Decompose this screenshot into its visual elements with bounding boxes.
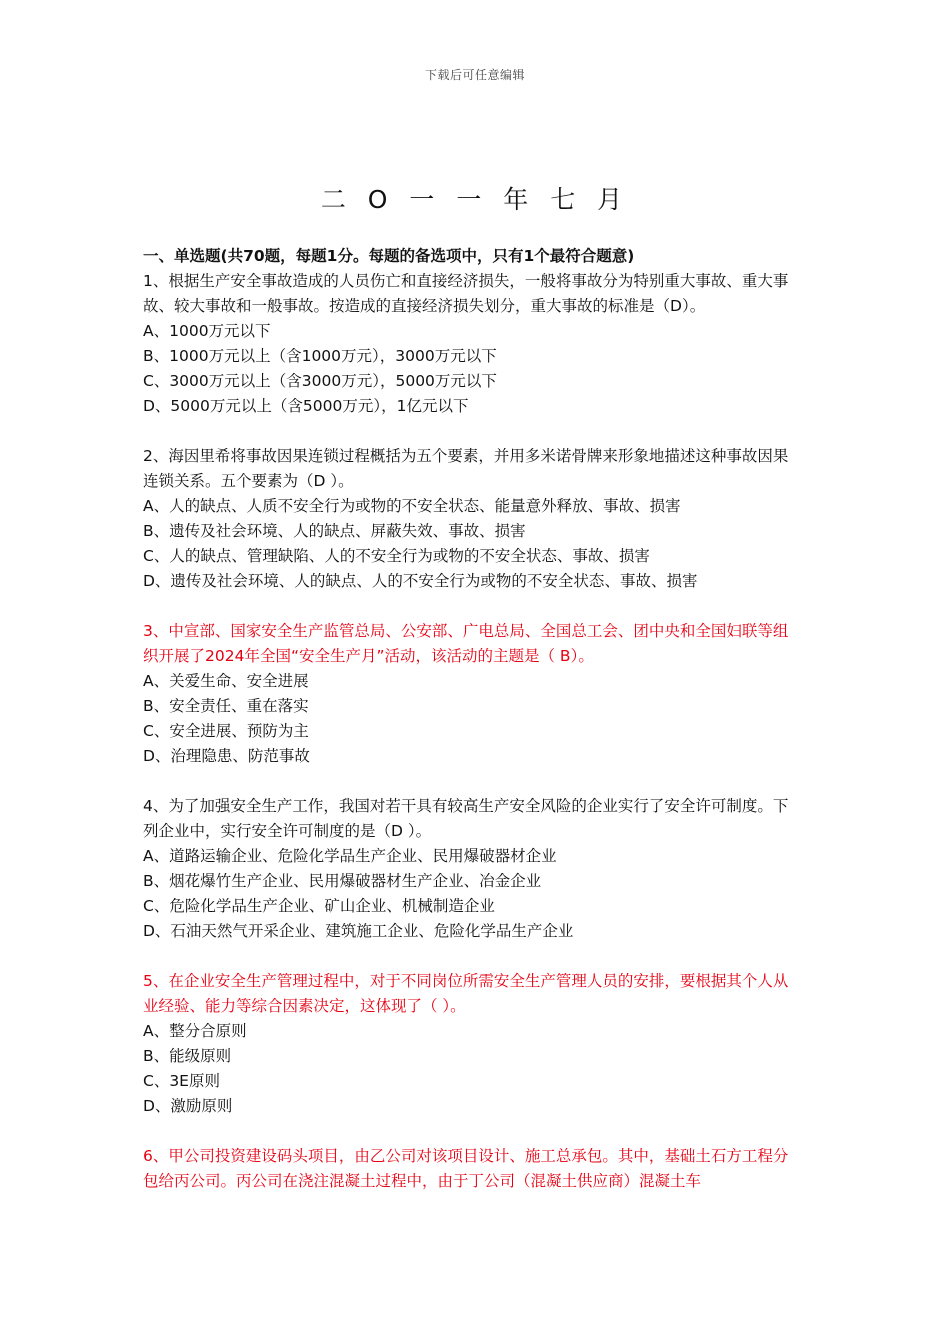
option-c: C、3000万元以上（含3000万元），5000万元以下 [143,372,497,390]
option-d: D、5000万元以上（含5000万元），1亿元以下 [143,397,469,415]
option-b: B、安全责任、重在落实 [143,697,309,715]
question-5 [143,969,803,1119]
option-b: B、1000万元以上（含1000万元），3000万元以下 [143,347,497,365]
question-text: 2、海因里希将事故因果连锁过程概括为五个要素，并用多米诺骨牌来形象地描述这种事故因果连锁关系。五个要素为（D ）。 [143,447,789,490]
option-b: B、能级原则 [143,1047,232,1065]
question-1 [143,269,803,419]
question-text: 6、甲公司投资建设码头项目，由乙公司对该项目设计、施工总承包。其中，基础土石方工程分包给丙公司。丙公司在浇注混凝土过程中，由于丁公司（混凝土供应商）混凝土车 [143,1147,789,1190]
option-b: B、遗传及社会环境、人的缺点、屏蔽失效、事故、损害 [143,522,526,540]
option-d: D、激励原则 [143,1097,233,1115]
option-a: A、人的缺点、人质不安全行为或物的不安全状态、能量意外释放、事故、损害 [143,497,681,515]
question-text: 1、根据生产安全事故造成的人员伤亡和直接经济损失，一般将事故分为特别重大事故、重大事故、较大事故和一般事故。按造成的直接经济损失划分，重大事故的标准是（D）。 [143,272,789,315]
question-6 [143,1144,803,1194]
option-c: C、危险化学品生产企业、矿山企业、机械制造企业 [143,897,495,915]
section-heading: 一、单选题(共70题，每题1分。每题的备选项中，只有1个最符合题意) [143,247,635,265]
question-text: 5、在企业安全生产管理过程中，对于不同岗位所需安全生产管理人员的安排，要根据其个人从业经验、能力等综合因素决定，这体现了（ ）。 [143,972,789,1015]
option-a: A、1000万元以下 [143,322,271,340]
option-c: C、3E原则 [143,1072,220,1090]
option-a: A、道路运输企业、危险化学品生产企业、民用爆破器材企业 [143,847,557,865]
option-a: A、整分合原则 [143,1022,247,1040]
header-note: 下载后可任意编辑 [424,68,525,82]
option-a: A、关爱生命、安全进展 [143,672,309,690]
question-3 [143,619,803,769]
option-d: D、治理隐患、防范事故 [143,747,310,765]
question-text: 4、为了加强安全生产工作，我国对若干具有较高生产安全风险的企业实行了安全许可制度。下列企业中，实行安全许可制度的是（D ）。 [143,797,789,840]
document-body [143,244,803,1219]
option-c: C、安全进展、预防为主 [143,722,309,740]
option-b: B、烟花爆竹生产企业、民用爆破器材生产企业、冶金企业 [143,872,542,890]
option-d: D、石油天然气开采企业、建筑施工企业、危险化学品生产企业 [143,922,574,940]
question-text: 3、中宣部、国家安全生产监管总局、公安部、广电总局、全国总工会、团中央和全国妇联等组织开展了2024年全国“安全生产月”活动，该活动的主题是（ B）。 [143,622,789,665]
question-4 [143,794,803,944]
question-2 [143,444,803,594]
document-title: 二 O 一 一 年 七 月 [320,185,630,214]
option-c: C、人的缺点、管理缺陷、人的不安全行为或物的不安全状态、事故、损害 [143,547,650,565]
option-d: D、遗传及社会环境、人的缺点、人的不安全行为或物的不安全状态、事故、损害 [143,572,698,590]
